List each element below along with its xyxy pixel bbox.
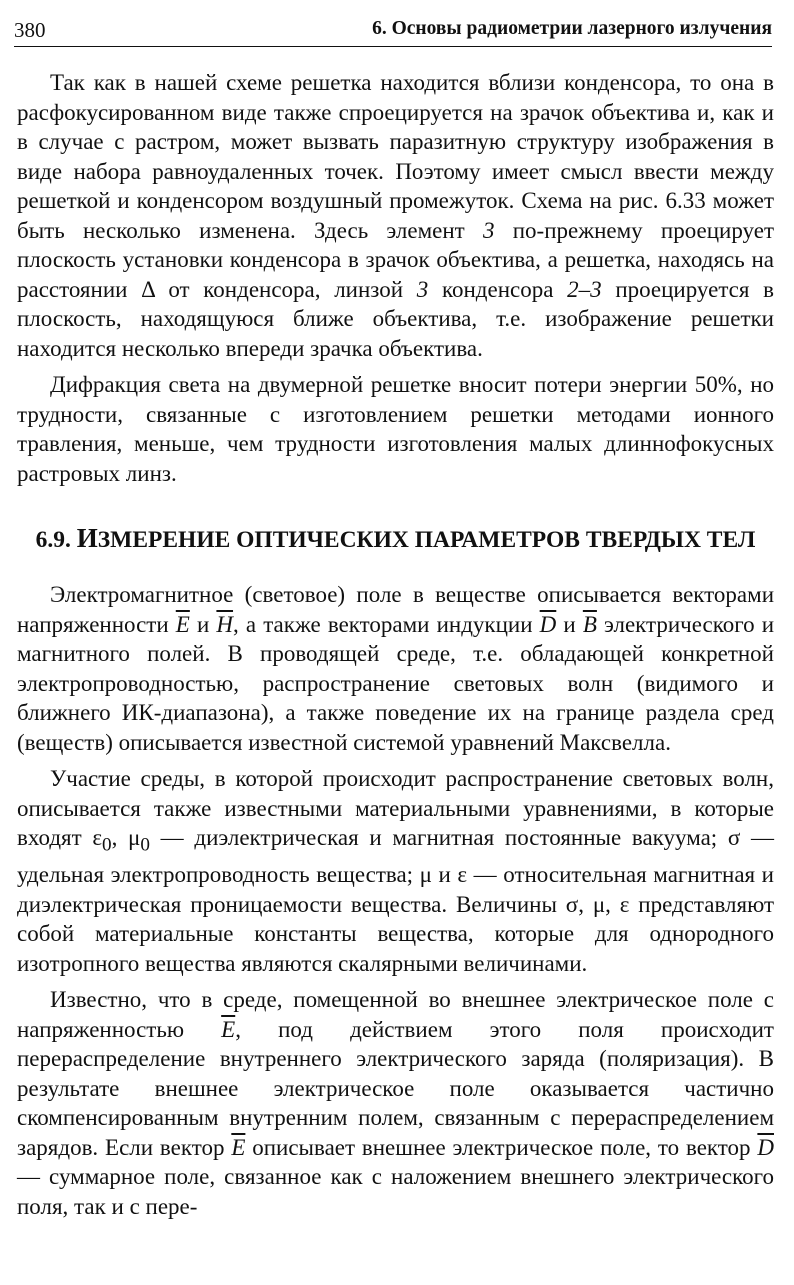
paragraph-grating-scheme: Так как в нашей схеме решетка находится вблизи конденсора, то она в расфокусированном виде также спроецируется на зрачок объектива и, как и в случае с растром, может вызвать паразитную структуру изображения в виде набора равноудаленных точек. Поэтому имеет смысл ввести между решеткой и конденсором воздушный промежуток. Схема на рис. 6.33 может быть несколько изменена. Здесь элемент 3 по-прежнему проецирует плоскость установки конденсора в зрачок объектива, а решетка, находясь на расстоянии Δ от конденсора, линзой 3 конденсора 2–3 проецируется в плоскость, находящуюся ближе объектива, т.е. изображение решетки находится несколько впереди зрачка объектива. bbox=[17, 70, 775, 361]
page-body bbox=[17, 68, 774, 1228]
element-number: 3 bbox=[482, 217, 495, 243]
section-title: ЗМЕРЕНИЕ ОПТИЧЕСКИХ ПАРАМЕТРОВ ТВЕРДЫХ ТЕЛ bbox=[97, 527, 756, 553]
condenser-range: 2–3 bbox=[567, 276, 602, 302]
vector-B: $\overline{B}$ bbox=[582, 611, 597, 637]
vector-E: $\overline{E}$ bbox=[221, 1016, 236, 1042]
vector-D: $\overline{D}$ bbox=[757, 1134, 774, 1160]
page-header bbox=[14, 12, 772, 47]
paragraph-material-equations: Участие среды, в которой происходит распространение световых волн, описывается также известными материальными уравнениями, в которые входят $\varepsilon_0$, $\mu_0$ — диэлектрическая и магнитная постоянные вакуума; σ — удельная электропроводность вещества; μ и ε — относительная магнитная и диэлектрическая проницаемости вещества. Величины σ, μ, ε представляют собой материальные константы вещества, которые для однородного изотропного вещества являются скалярными величинами. bbox=[17, 766, 774, 976]
vector-H: $\overline{H}$ bbox=[216, 611, 234, 637]
paragraph-diffraction-losses: Дифракция света на двумерной решетке вносит потери энергии 50%, но трудности, связанные с изготовлением решетки методами ионного травления, меньше, чем трудности изготовления малых длиннофокусных растровых линз. bbox=[17, 372, 774, 486]
running-title: 6. Основы радиометрии лазерного излучения bbox=[372, 18, 772, 39]
vector-D: $\overline{D}$ bbox=[539, 611, 557, 637]
vector-E: $\overline{E}$ bbox=[175, 611, 190, 637]
section-heading bbox=[17, 522, 774, 556]
vector-E: $\overline{E}$ bbox=[231, 1134, 246, 1160]
section-title-initial: И bbox=[76, 523, 98, 553]
lens-number: 3 bbox=[416, 276, 429, 302]
paragraph-em-field: Электромагнитное (световое) поле в веществе описывается векторами напряженности $\overline{E}$ и $\overline{H}$, а также векторами индукции $\overline{D}$ и $\overline{B}$ электрического и магнитного полей. В проводящей среде, т.е. обладающей конкретной электропроводностью, распространение световых волн (видимого и ближнего ИК-диапазона), а также поведение их на границе раздела сред (веществ) описывается известной системой уравнений Максвелла. bbox=[17, 582, 775, 755]
page-number: 380 bbox=[14, 18, 46, 42]
paragraph-polarization: Известно, что в среде, помещенной во внешнее электрическое поле с напряженностью $\overline{E}$, под действием этого поля происходит перераспределение внутреннего электрического заряда (поляризация). В результате внешнее электрическое поле оказывается частично скомпенсированным внутренним полем, связанным с перераспределением зарядов. Если вектор $\overline{E}$ описывает внешнее электрическое поле, то вектор $\overline{D}$ — суммарное поле, связанное как с наложением внешнего электрического поля, так и с пере- bbox=[17, 987, 774, 1219]
section-number: 6.9. bbox=[35, 527, 71, 553]
